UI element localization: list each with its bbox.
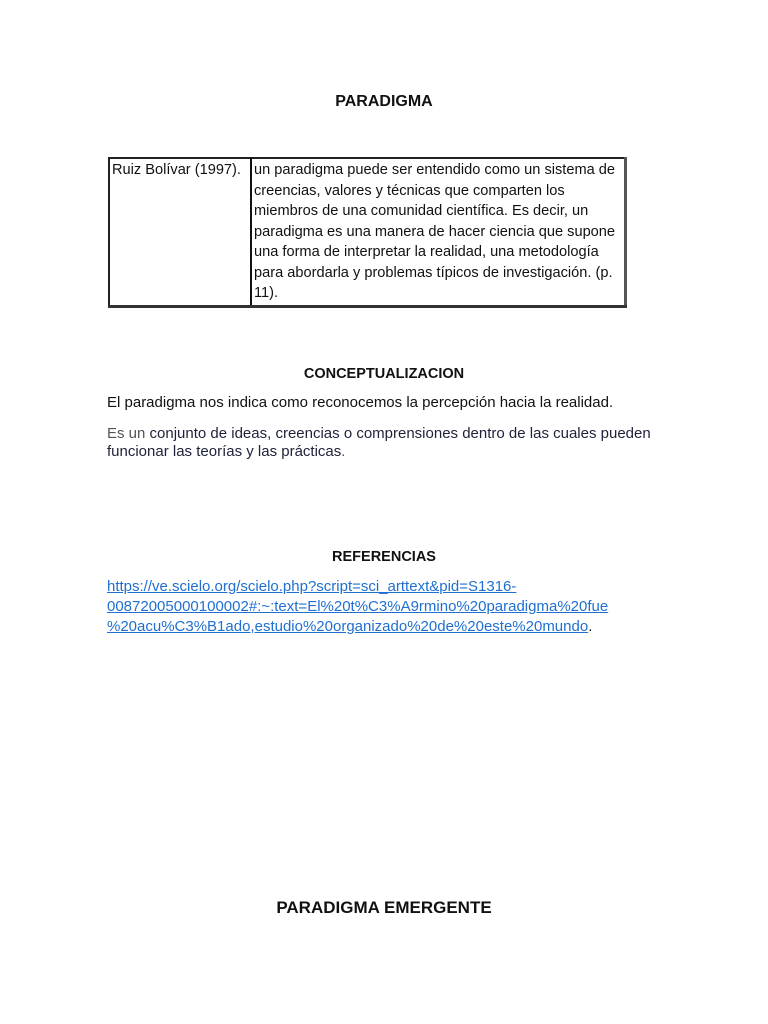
reference-trailing-period: .	[588, 618, 593, 635]
quote-table	[108, 157, 627, 308]
quote-author: Ruiz Bolívar (1997).	[109, 158, 251, 306]
reference-link-line-2[interactable]: 00872005000100002#:~:text=El%20t%C3%A9rmino%20paradigma%20fue	[107, 598, 609, 615]
paradigma-emergente-heading: PARADIGMA EMERGENTE	[276, 898, 492, 917]
page-title: PARADIGMA	[335, 93, 433, 110]
reference-link-line-3[interactable]: %20acu%C3%B1ado,estudio%20organizado%20de%20este%20mundo	[107, 618, 589, 635]
reference-link-line-1[interactable]: https://ve.scielo.org/scielo.php?script=sci_arttext&pid=S1316-	[107, 578, 517, 595]
reference-link[interactable]	[107, 578, 608, 635]
conceptualizacion-heading: CONCEPTUALIZACION	[303, 366, 465, 382]
reference-entry	[107, 577, 707, 637]
referencias-heading: REFERENCIAS	[332, 549, 436, 565]
paragraph-end: .	[341, 443, 346, 460]
conceptualizacion-paragraph-1: El paradigma nos indica como reconocemos la percepción hacia la realidad.	[107, 394, 614, 411]
paragraph-body: conjunto de ideas, creencias o comprensiones dentro de las cuales pueden funcionar las teorías y las prácticas	[107, 425, 651, 460]
paragraph-lead: Es un	[107, 425, 146, 442]
quote-text: un paradigma puede ser entendido como un sistema de creencias, valores y técnicas que comparten los miembros de una comunidad científica. Es decir, un paradigma es una manera de hacer ciencia que supone una forma de interpretar la realidad, una metodología para abordarla y problemas típicos de investigación. (p. 11).	[254, 162, 616, 301]
conceptualizacion-paragraph-2	[107, 425, 677, 461]
